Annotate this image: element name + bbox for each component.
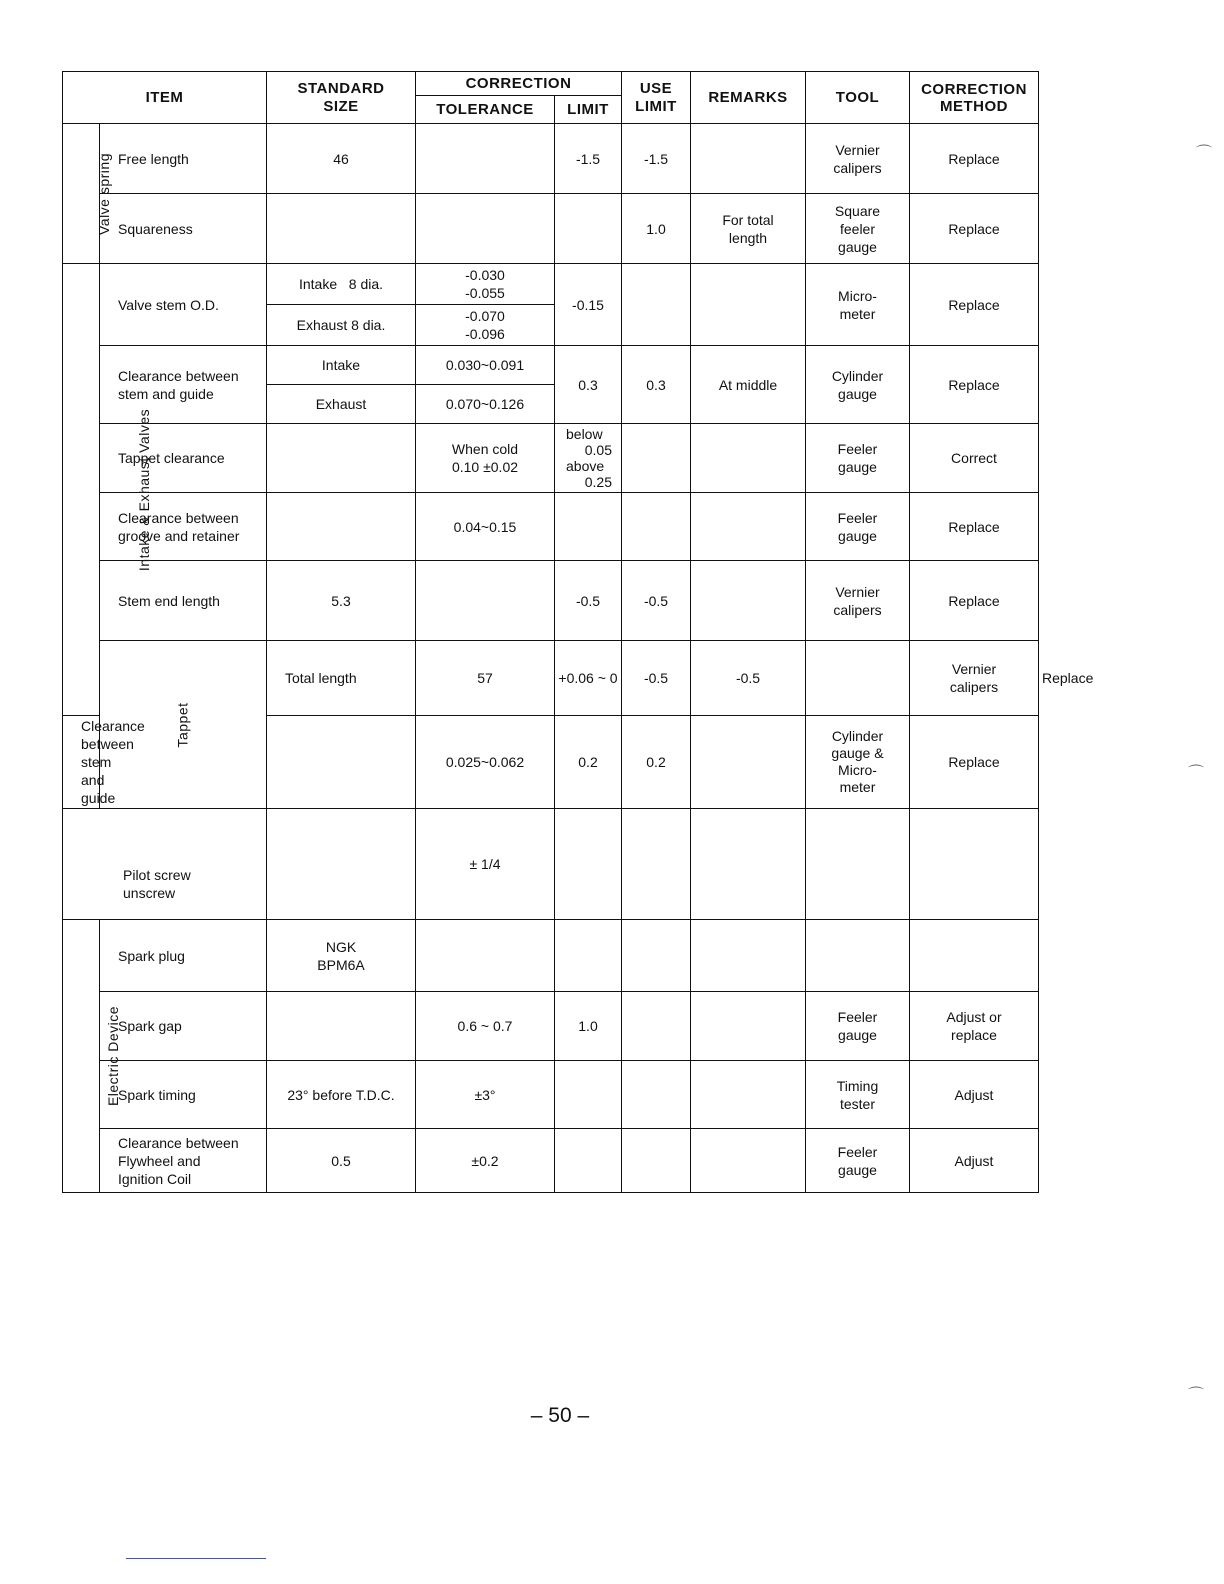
tolerance-cell: 0.04~0.15	[416, 493, 555, 561]
header-remarks: REMARKS	[691, 72, 806, 124]
group-label: Electric Device	[105, 1005, 122, 1107]
tolerance-cell: -0.070 -0.096	[416, 305, 555, 346]
tool-cell	[806, 809, 910, 920]
method-cell	[910, 920, 1039, 992]
remarks-cell	[691, 716, 806, 809]
use-limit-cell	[622, 1129, 691, 1193]
method-cell: Replace	[910, 264, 1039, 346]
standard-cell: 5.3	[267, 561, 416, 641]
remarks-cell	[691, 493, 806, 561]
remarks-cell	[691, 1061, 806, 1129]
tolerance-cell: 0.030~0.091	[416, 346, 555, 385]
limit-cell: -1.5	[555, 124, 622, 194]
group-label: Valve spring	[96, 152, 113, 235]
remarks-cell: At middle	[691, 346, 806, 424]
margin-mark: ⌒	[1188, 765, 1205, 782]
tolerance-cell: 0.070~0.126	[416, 385, 555, 424]
remarks-cell	[691, 561, 806, 641]
tolerance-cell: When cold 0.10 ±0.02	[416, 424, 555, 493]
limit-below-value: 0.05	[584, 442, 612, 458]
method-cell: Replace	[910, 716, 1039, 809]
tool-cell: Feeler gauge	[806, 1129, 910, 1193]
header-correction-method: CORRECTION METHOD	[910, 72, 1039, 124]
standard-cell	[267, 716, 416, 809]
footer-rule	[126, 1558, 266, 1559]
item-cell: Stem end length	[100, 561, 267, 641]
tool-cell: Feeler gauge	[806, 992, 910, 1061]
standard-cell: Exhaust 8 dia.	[267, 305, 416, 346]
table-row	[63, 1061, 1039, 1129]
remarks-cell	[691, 1129, 806, 1193]
method-cell: Replace	[910, 124, 1039, 194]
tolerance-cell: -0.030 -0.055	[416, 264, 555, 305]
standard-cell: 57	[416, 641, 555, 716]
tool-cell: Vernier calipers	[910, 641, 1039, 716]
standard-cell	[267, 424, 416, 493]
standard-cell: Intake	[267, 346, 416, 385]
standard-cell: Exhaust	[267, 385, 416, 424]
item-cell: Pilot screw unscrew	[63, 809, 267, 920]
use-limit-cell: 0.3	[622, 346, 691, 424]
header-standard-size: STANDARD SIZE	[267, 72, 416, 124]
remarks-cell	[691, 264, 806, 346]
header-use-limit: USE LIMIT	[622, 72, 691, 124]
table-row	[63, 920, 1039, 992]
limit-above-label: above	[566, 458, 605, 474]
limit-cell: 0.3	[555, 346, 622, 424]
header-correction: CORRECTION	[416, 72, 622, 96]
remarks-cell: For total length	[691, 194, 806, 264]
header-tool: TOOL	[806, 72, 910, 124]
item-cell: Tappet clearance	[100, 424, 267, 493]
standard-cell	[267, 493, 416, 561]
specification-table	[62, 71, 1094, 1193]
use-limit-cell	[622, 493, 691, 561]
method-cell: Adjust or replace	[910, 992, 1039, 1061]
tolerance-cell: ± 1/4	[416, 809, 555, 920]
item-cell: Valve stem O.D.	[100, 264, 267, 346]
use-limit-cell: -0.5	[691, 641, 806, 716]
use-limit-cell	[622, 992, 691, 1061]
limit-cell	[555, 809, 622, 920]
use-limit-cell	[622, 1061, 691, 1129]
use-limit-cell: -0.5	[622, 561, 691, 641]
tool-cell: Vernier calipers	[806, 124, 910, 194]
table-row	[63, 1129, 1039, 1193]
tool-cell	[806, 920, 910, 992]
header-tolerance: TOLERANCE	[416, 96, 555, 124]
standard-cell	[267, 809, 416, 920]
use-limit-cell	[622, 424, 691, 493]
tool-cell: Timing tester	[806, 1061, 910, 1129]
limit-cell: 1.0	[555, 992, 622, 1061]
use-limit-cell: 0.2	[622, 716, 691, 809]
tool-cell: Micro- meter	[806, 264, 910, 346]
tolerance-cell: +0.06 ~ 0	[555, 641, 622, 716]
group-intake-exhaust	[63, 264, 153, 716]
use-limit-cell	[622, 264, 691, 346]
limit-cell	[555, 1129, 622, 1193]
margin-mark: ⌒	[1188, 1387, 1205, 1404]
use-limit-cell: 1.0	[622, 194, 691, 264]
remarks-cell	[691, 424, 806, 493]
group-label: Tappet	[174, 701, 191, 748]
method-cell: Adjust	[910, 1061, 1039, 1129]
item-cell: Spark timing	[100, 1061, 267, 1129]
tolerance-cell	[416, 920, 555, 992]
limit-cell	[555, 493, 622, 561]
method-cell: Replace	[910, 194, 1039, 264]
remarks-cell	[806, 641, 910, 716]
method-cell: Replace	[910, 493, 1039, 561]
standard-cell: 46	[267, 124, 416, 194]
tolerance-cell	[416, 561, 555, 641]
method-cell: Correct	[910, 424, 1039, 493]
item-cell: Spark plug	[100, 920, 267, 992]
tool-cell: Square feeler gauge	[806, 194, 910, 264]
table-row	[63, 346, 1039, 385]
tool-cell: Vernier calipers	[806, 561, 910, 641]
header-item: ITEM	[63, 72, 267, 124]
table-row	[63, 809, 1039, 920]
table-row	[63, 424, 1039, 493]
tolerance-cell: 0.6 ~ 0.7	[416, 992, 555, 1061]
tool-cell: Feeler gauge	[806, 493, 910, 561]
tolerance-cell: 0.025~0.062	[416, 716, 555, 809]
method-cell	[910, 809, 1039, 920]
remarks-cell	[691, 809, 806, 920]
item-cell: Spark gap	[100, 992, 267, 1061]
header-limit: LIMIT	[555, 96, 622, 124]
tolerance-cell: ±0.2	[416, 1129, 555, 1193]
group-valve-spring	[63, 124, 113, 264]
item-cell: Free length	[100, 124, 267, 194]
item-cell: Squareness	[100, 194, 267, 264]
limit-above-value: 0.25	[584, 474, 612, 490]
group-label: Intake & Exhaust Valves	[136, 408, 153, 571]
item-cell: Clearance between groove and retainer	[100, 493, 267, 561]
table-row	[63, 264, 1039, 305]
limit-cell	[555, 920, 622, 992]
limit-cell: 0.2	[555, 716, 622, 809]
limit-cell	[555, 424, 622, 493]
limit-cell: -0.15	[555, 264, 622, 346]
standard-cell: 0.5	[267, 1129, 416, 1193]
method-cell: Replace	[910, 346, 1039, 424]
limit-cell	[555, 1061, 622, 1129]
method-cell: Replace	[910, 561, 1039, 641]
tool-cell: Cylinder gauge	[806, 346, 910, 424]
item-cell: Clearance between stem and guide	[63, 716, 100, 809]
use-limit-cell	[622, 809, 691, 920]
table-row	[63, 124, 1039, 194]
limit-cell	[555, 194, 622, 264]
tool-cell: Feeler gauge	[806, 424, 910, 493]
standard-cell: NGK BPM6A	[267, 920, 416, 992]
table-row	[63, 992, 1039, 1061]
remarks-cell	[691, 920, 806, 992]
use-limit-cell: -1.5	[622, 124, 691, 194]
standard-cell	[267, 992, 416, 1061]
method-cell: Adjust	[910, 1129, 1039, 1193]
standard-cell: 23° before T.D.C.	[267, 1061, 416, 1129]
limit-cell: -0.5	[555, 561, 622, 641]
use-limit-cell	[622, 920, 691, 992]
group-electric-device	[63, 920, 122, 1193]
page-number: – 50 –	[530, 1404, 590, 1427]
standard-cell: Intake 8 dia.	[267, 264, 416, 305]
item-cell: Clearance between stem and guide	[100, 346, 267, 424]
tolerance-cell	[416, 124, 555, 194]
table-row: Tappet Total length 57 +0.06 ~ 0 -0.5 -0.5 Vernier calipers Replace	[63, 641, 1039, 716]
tolerance-cell	[416, 194, 555, 264]
tolerance-cell: ±3°	[416, 1061, 555, 1129]
item-cell: Total length	[267, 641, 416, 716]
table-row	[63, 194, 1039, 264]
table-row	[63, 561, 1039, 641]
tool-cell: Cylinder gauge & Micro- meter	[806, 716, 910, 809]
remarks-cell	[691, 124, 806, 194]
item-cell: Clearance between Flywheel and Ignition Coil	[100, 1129, 267, 1193]
table-row	[63, 493, 1039, 561]
limit-cell: -0.5	[622, 641, 691, 716]
limit-below-label: below	[566, 426, 603, 442]
margin-mark: ⌒	[1196, 145, 1213, 162]
remarks-cell	[691, 992, 806, 1061]
standard-cell	[267, 194, 416, 264]
